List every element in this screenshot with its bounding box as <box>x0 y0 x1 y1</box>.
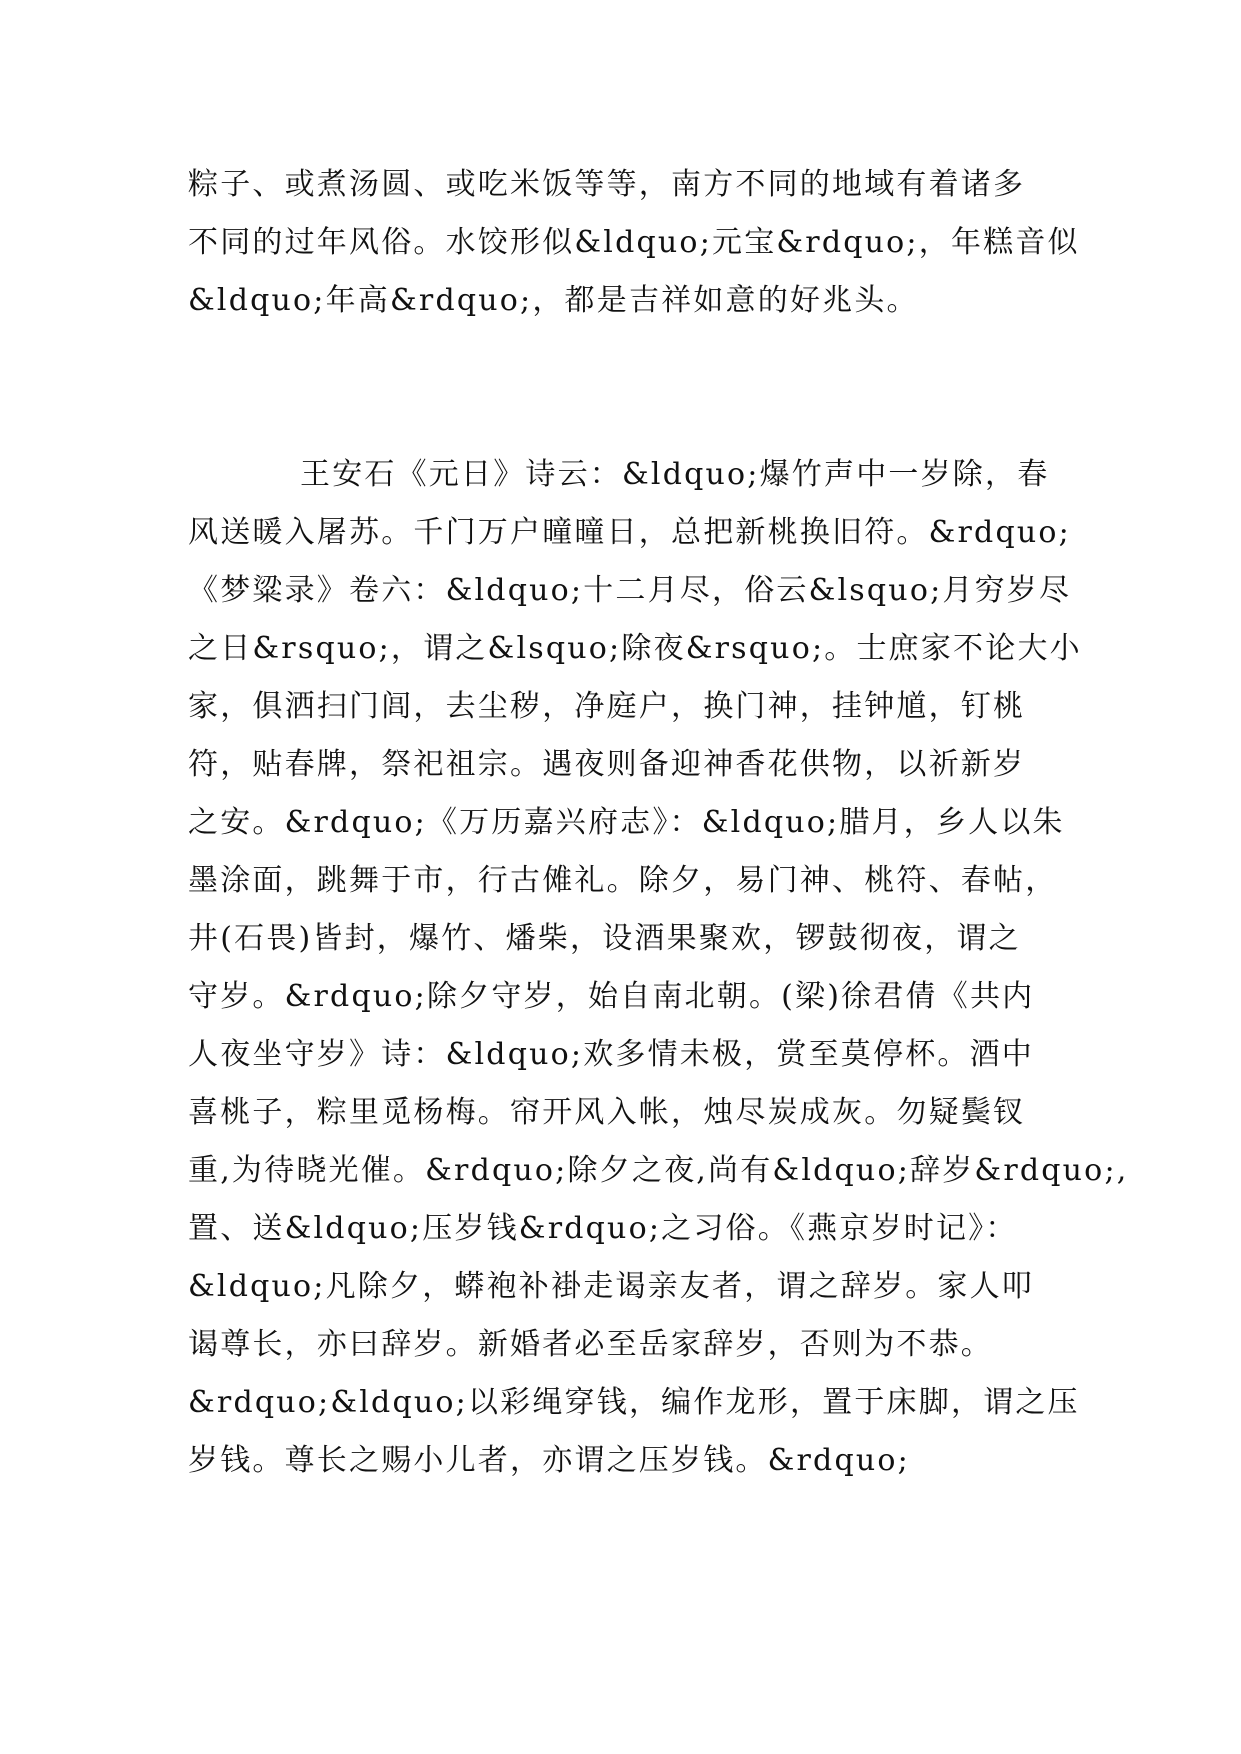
text-line: 谒尊长，亦曰辞岁。新婚者必至岳家辞岁，否则为不恭。 <box>188 1327 993 1362</box>
text-line-first <box>188 446 1050 504</box>
text-line: 置、送&ldquo;压岁钱&rdquo;之习俗。《燕京岁时记》： <box>188 1211 1018 1246</box>
text-line: 《梦粱录》卷六：&ldquo;十二月尽，俗云&lsquo;月穷岁尽 <box>188 573 1072 608</box>
text-line: 喜桃子，粽里觅杨梅。帘开风入帐，烛尽炭成灰。勿疑鬓钗 <box>188 1095 1026 1130</box>
text-line: 风送暖入屠苏。千门万户曈曈日，总把新桃换旧符。&rdquo; <box>188 515 1071 550</box>
paragraph-1 <box>188 156 1080 330</box>
text-line: &ldquo;年高&rdquo;，都是吉祥如意的好兆头。 <box>188 283 919 318</box>
text-line: 人夜坐守岁》诗：&ldquo;欢多情未极，赏至莫停杯。酒中 <box>188 1037 1034 1072</box>
text-line: 岁钱。尊长之赐小儿者，亦谓之压岁钱。&rdquo; <box>188 1443 910 1478</box>
text-line: 粽子、或煮汤圆、或吃米饭等等，南方不同的地域有着诸多 <box>188 167 1026 202</box>
text-line: 重,为待晓光催。&rdquo;除夕之夜,尚有&ldquo;辞岁&rdquo;, <box>188 1153 1129 1188</box>
text-line: 家，俱洒扫门闾，去尘秽，净庭户，换门神，挂钟馗，钉桃 <box>188 689 1026 724</box>
text-line: 符，贴春牌，祭祀祖宗。遇夜则备迎神香花供物，以祈新岁 <box>188 747 1026 782</box>
text-line: 墨涂面，跳舞于市，行古傩礼。除夕，易门神、桃符、春帖， <box>188 863 1058 898</box>
text-line: &rdquo;&ldquo;以彩绳穿钱，编作龙形，置于床脚，谓之压 <box>188 1385 1080 1420</box>
paragraph-2 <box>188 446 1129 1490</box>
text-line: 守岁。&rdquo;除夕守岁，始自南北朝。(梁)徐君倩《共内 <box>188 979 1035 1014</box>
text-line: 井(石畏)皆封，爆竹、燔柴，设酒果聚欢，锣鼓彻夜，谓之 <box>188 921 1021 956</box>
text-line: 之安。&rdquo;《万历嘉兴府志》：&ldquo;腊月，乡人以朱 <box>188 805 1065 840</box>
text-line: &ldquo;凡除夕，蟒袍补褂走谒亲友者，谓之辞岁。家人叩 <box>188 1269 1034 1304</box>
text-line: 之日&rsquo;，谓之&lsquo;除夜&rsquo;。士庶家不论大小 <box>188 631 1082 666</box>
text-line: 不同的过年风俗。水饺形似&ldquo;元宝&rdquo;，年糕音似 <box>188 225 1080 260</box>
text-line-content: 王安石《元日》诗云：&ldquo;爆竹声中一岁除，春 <box>300 457 1050 492</box>
